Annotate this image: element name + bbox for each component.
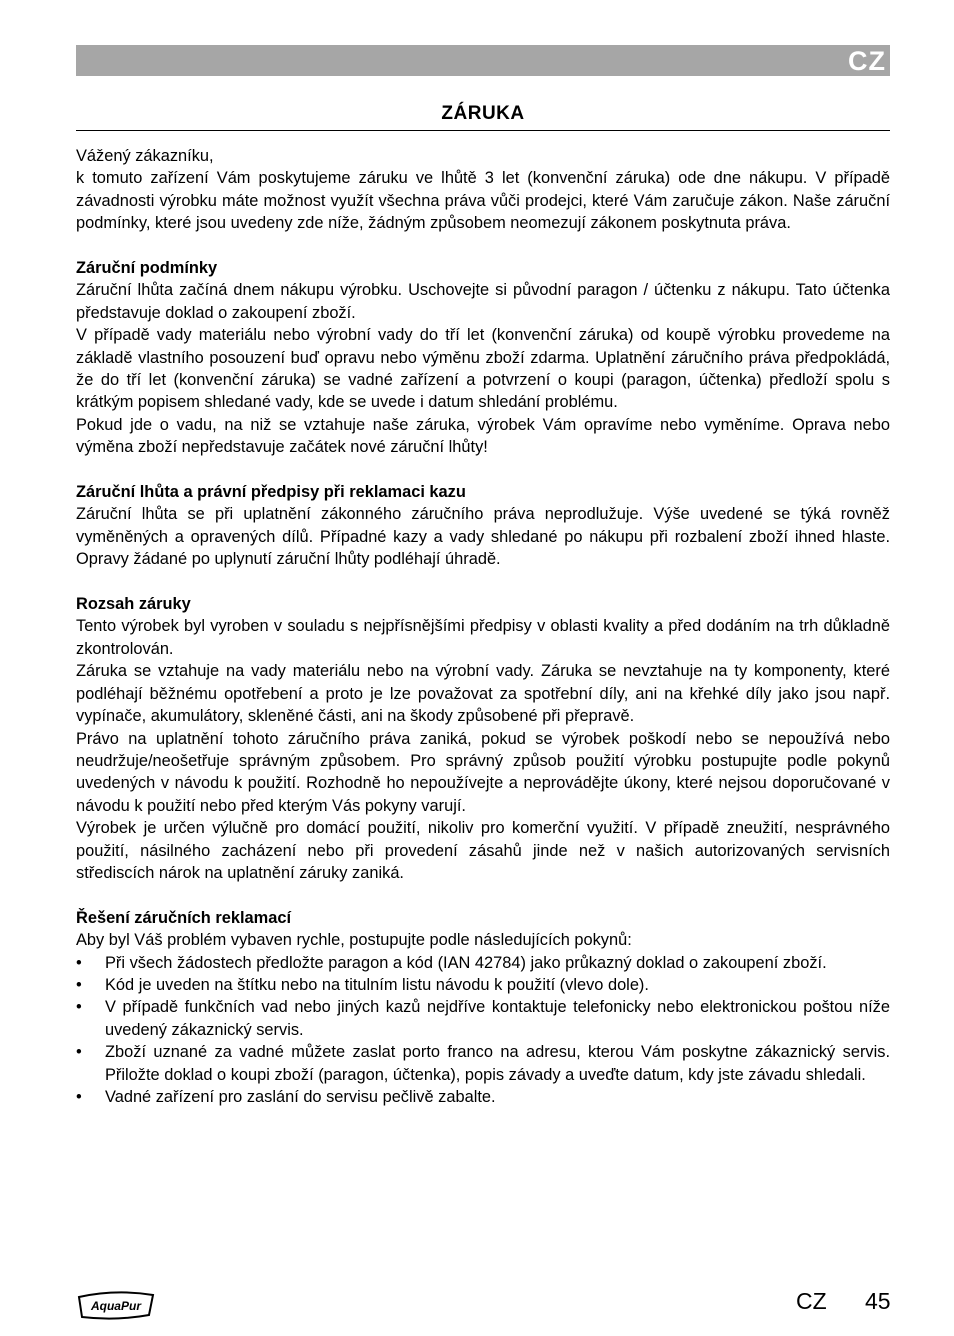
page-title: ZÁRUKA bbox=[441, 103, 525, 124]
header-bar bbox=[76, 45, 890, 76]
aquapur-logo bbox=[76, 1288, 156, 1327]
logo-text: AquaPur bbox=[90, 1299, 142, 1313]
page-number: 45 bbox=[865, 1288, 891, 1314]
list-item-text: Kód je uveden na štítku nebo na titulním listu návodu k použití (vlevo dole). bbox=[105, 975, 649, 994]
section-heading: Záruční lhůta a právní předpisy při reklamaci kazu bbox=[76, 483, 466, 502]
section-paragraph: Záruka se vztahuje na vady materiálu nebo na výrobní vady. Záruka se nevztahuje na ty komponenty, které podléhají běžnému opotřebení a proto je lze považovat za spotřební díly, ani na křehké díly jako jsou např. vypínače, akumulátory, skleněné části, ani na škody způsobené při přepravě. bbox=[76, 662, 890, 726]
section-paragraph: Tento výrobek byl vyroben v souladu s nejpřísnějšími předpisy v oblasti kvality a před dodáním na trh důkladně zkontrolován. bbox=[76, 617, 890, 658]
section-heading: Řešení záručních reklamací bbox=[76, 908, 292, 927]
list-item-text: Zboží uznané za vadné můžete zaslat porto franco na adresu, kterou Vám poskytne zákaznický servis. Přiložte doklad o koupi zboží (paragon, účtenka), popis závady a uveďte datum, kdy jste závadu shledali. bbox=[105, 1043, 890, 1084]
bullet-icon: • bbox=[76, 1088, 82, 1106]
title-divider bbox=[76, 130, 890, 131]
list-item bbox=[76, 1041, 890, 1086]
intro-paragraph: k tomuto zařízení Vám poskytujeme záruku ve lhůtě 3 let (konvenční záruka) ode dne nákupu. V případě závadnosti výrobku máte možnost využít všechna práva vůči prodejci, které Vám zaručuje zákon. Naše záruční podmínky, které jsou uvedeny zde níže, žádným způsobem neomezují zákonem poskytnuta práva. bbox=[76, 169, 890, 233]
language-tag: CZ bbox=[848, 46, 886, 76]
list-item-text: V případě funkčních vad nebo jiných kazů nejdříve kontaktuje telefonicky nebo elektronickou poštou níže uvedený zákaznický servis. bbox=[105, 998, 890, 1039]
section-paragraph: V případě vady materiálu nebo výrobní vady do tří let (konvenční záruka) od koupě výrobku provedeme na základě vlastního posouzení buď opravu nebo výměnu zboží zdarma. Uplatnění záručního práva předpokládá, že do tří let (konvenční záruka) se vadné zařízení a potvrzení o koupi (paragon, účtenka) předloží spolu s krátkým popisem shledané vady, kde se uvede i datum shledání problému. bbox=[76, 326, 890, 412]
section-paragraph: Aby byl Váš problém vybaven rychle, postupujte podle následujících pokynů: bbox=[76, 931, 632, 950]
list-item bbox=[76, 952, 890, 974]
list-item bbox=[76, 1086, 890, 1108]
warranty-text bbox=[76, 145, 890, 1108]
footer-language: CZ bbox=[796, 1288, 827, 1314]
section-paragraph: Právo na uplatnění tohoto záručního práva zaniká, pokud se výrobek poškodí nebo se nepoužívá nebo neudržuje/neošetřuje správným způsobem. Pro správný způsob použití výrobku postupujte podle pokynů uvedených v návodu k použití. Rozhodně ho nepoužívejte a neprovádějte úkony, které nejsou doporučované v návodu k použití nebo před kterým Vás pokyny varují. bbox=[76, 729, 890, 815]
section-paragraph: Záruční lhůta se při uplatnění zákonného záručního práva neprodlužuje. Výše uvedené se týká rovněž vyměněných a opravených dílů. Případné kazy a vady shledané po nákupu při rozbalení zboží ihned hlaste. Opravy žádané po uplynutí záruční lhůty podléhají úhradě. bbox=[76, 505, 890, 569]
bullet-icon: • bbox=[76, 953, 82, 972]
section-heading: Rozsah záruky bbox=[76, 595, 191, 614]
bullet-icon: • bbox=[76, 998, 82, 1017]
section-heading: Záruční podmínky bbox=[76, 259, 218, 278]
list-item-text: Při všech žádostech předložte paragon a kód (IAN 42784) jako průkazný doklad o zakoupení zboží. bbox=[105, 953, 827, 972]
section-paragraph: Pokud jde o vadu, na niž se vztahuje naše záruka, výrobek Vám opravíme nebo vyměníme. Oprava nebo výměna zboží nepředstavuje začátek nové záruční lhůty! bbox=[76, 415, 890, 457]
bullet-icon: • bbox=[76, 975, 82, 994]
section-paragraph: Výrobek je určen výlučně pro domácí použití, nikoliv pro komerční využití. V případě zneužití, nesprávného použití, násilného zacházení nebo při provedení zásahů jinde než v našich autorizovaných servisních střediscích nárok na uplatnění záruky zaniká. bbox=[76, 819, 890, 882]
instruction-list bbox=[76, 952, 890, 1109]
list-item-text: Vadné zařízení pro zaslání do servisu pečlivě zabalte. bbox=[105, 1088, 496, 1106]
list-item bbox=[76, 996, 890, 1041]
greeting: Vážený zákazníku, bbox=[76, 147, 214, 165]
section-paragraph: Záruční lhůta začíná dnem nákupu výrobku. Uschovejte si původní paragon / účtenku z nákupu. Tato účtenka představuje doklad o zakoupení zboží. bbox=[76, 281, 890, 322]
bullet-icon: • bbox=[76, 1043, 82, 1062]
list-item bbox=[76, 974, 890, 996]
